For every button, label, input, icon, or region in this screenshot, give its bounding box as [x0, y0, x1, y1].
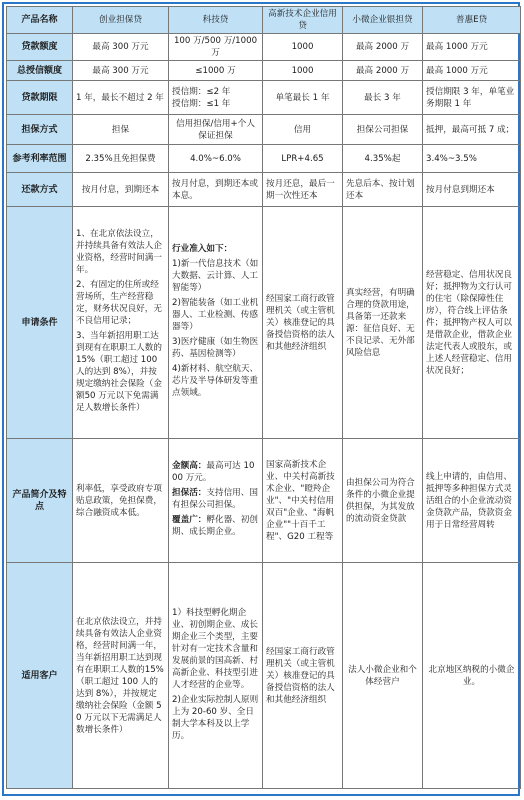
- table-cell: 在北京依法设立，并持续具备有效法人企业资格，经营时间满一年，当年新招用职工达到现有在职职工人数的15%（职工超过 100 人的达到 8%），并按规定缴纳社会保险（金额 50 万元以下无需满足人数增长条件）: [73, 563, 169, 789]
- row-label: 申请条件: [7, 207, 73, 439]
- table-cell: 抵押，最高可抵 7 成；: [423, 115, 521, 145]
- table-cell: 最长 3 年: [343, 81, 423, 115]
- table-cell: [73, 207, 169, 439]
- condition-item: 3、当年新招用职工达到现有在职职工人数的 15%（职工超过 100 人的达到 8%），并按规定缴纳社会保险（金额50 万元以下免需满足人数增长条件）: [76, 331, 162, 413]
- table-cell: 担保: [73, 115, 169, 145]
- table-cell: 由担保公司为符合条件的小微企业提供担保，为其发放的流动资金贷款: [343, 439, 423, 563]
- row-label: 适用客户: [7, 563, 73, 789]
- feature-key: 覆盖广：: [172, 515, 207, 525]
- header-product-name: 产品名称: [7, 7, 73, 34]
- table-cell: 经国家工商行政管理机关（或主管机关）核准登记的具备授信资格的法人和其他经济组织: [263, 207, 343, 439]
- table-cell: LPR+4.65: [263, 145, 343, 173]
- table-cell: 信用担保/信用+个人保证担保: [169, 115, 263, 145]
- customer-item: 2)企业实际控制人原则上为 20-60 岁、全日制大学本科及以上学历。: [172, 694, 259, 741]
- condition-item: 3)医疗健康（如生物医药、基因检测等）: [172, 337, 259, 359]
- table-cell: 国家高新技术企业、中关村高新技术企业、"瞪羚企业"、"中关村信用双百"企业、"海帆企业""十百千工程"、G20 工程等: [263, 439, 343, 563]
- table-cell: 担保公司担保: [343, 115, 423, 145]
- table-row: [7, 34, 521, 61]
- condition-item: 2、有固定的住所或经营场所，生产经营稳定，财务状况良好，无不良信用记录；: [76, 280, 162, 326]
- table-cell: 1 年，最长不超过 2 年: [73, 81, 169, 115]
- table-cell: 最高 2000 万: [343, 34, 423, 61]
- row-label: 总授信额度: [7, 61, 73, 81]
- table-cell: 先息后本、按计划还本: [343, 173, 423, 207]
- row-label: 贷款期限: [7, 81, 73, 115]
- table-row: [7, 207, 521, 439]
- feature-item: [172, 514, 259, 538]
- row-label: 还款方式: [7, 173, 73, 207]
- table-cell: 3.4%~3.5%: [423, 145, 521, 173]
- condition-title: 行业准入如下：: [172, 244, 233, 254]
- table-cell: 线上申请的，由信用、抵押等多种担保方式灵活组合的小企业流动资金贷款产品，贷款资金用于日常经营周转: [423, 439, 521, 563]
- feature-item: [172, 460, 259, 484]
- feature-key: 担保活：: [172, 488, 207, 498]
- loan-comparison-table: [6, 6, 521, 789]
- table-cell: 按月还息，最后一期一次性还本: [263, 173, 343, 207]
- condition-item: 4)新材料、航空航天、芯片及半导体研发等重点领域。: [172, 364, 259, 398]
- table-cell: 最高 300 万元: [73, 34, 169, 61]
- feature-key: 金额高：: [172, 461, 207, 471]
- header-startup-loan: 创业担保贷: [73, 7, 169, 34]
- term-line: 授信期：≤1 年: [172, 98, 231, 109]
- row-label: 产品简介及特点: [7, 439, 73, 563]
- table-cell: 法人小微企业和个体经营户: [343, 563, 423, 789]
- table-cell: 经国家工商行政管理机关（或主管机关）核准登记的具备授信资格的法人和其他经济组织: [263, 563, 343, 789]
- feature-text: 支持信用、国有担保公司担保。: [172, 488, 258, 510]
- table-cell: 按月付息，到期还本: [73, 173, 169, 207]
- term-line: 授信期：≤2 年: [172, 86, 231, 97]
- table-cell: 授信期限 3 年，单笔业务期限 1 年: [423, 81, 521, 115]
- table-cell: 最高 1000 万元: [423, 34, 521, 61]
- table-cell: 北京地区纳税的小微企业。: [423, 563, 521, 789]
- header-puhui-loan: 普惠E贷: [423, 7, 521, 34]
- condition-item: 2)智能装备（如工业机器人、工业检测、传感器等）: [172, 298, 259, 332]
- table-frame: [2, 2, 520, 796]
- table-cell: 4.0%~6.0%: [169, 145, 263, 173]
- table-cell: [169, 563, 263, 789]
- table-cell: 1000: [263, 61, 343, 81]
- row-label: 贷款额度: [7, 34, 73, 61]
- header-smb-loan: 小微企业银担贷: [343, 7, 423, 34]
- table-cell: [169, 81, 263, 115]
- table-cell: [169, 439, 263, 563]
- header-tech-loan: 科技贷: [169, 7, 263, 34]
- table-cell: 最高 1000 万元: [423, 61, 521, 81]
- row-label: 担保方式: [7, 115, 73, 145]
- table-cell: 4.35%起: [343, 145, 423, 173]
- table-cell: 经营稳定、信用状况良好；抵押物为文行认可的住宅（除保障性住房），符合线上评估条件；抵押物产权人可以是借款企业，借款企业法定代表人或股东，或上述人经营稳定、信用状况良好；: [423, 207, 521, 439]
- table-cell: 2.35%且免担保费: [73, 145, 169, 173]
- table-cell: ≤1000 万: [169, 61, 263, 81]
- feature-text: 孵化器、初创期、成长期企业。: [172, 515, 258, 537]
- table-cell: 最高 2000 万: [343, 61, 423, 81]
- table-row: [7, 439, 521, 563]
- table-cell: 100 万/500 万/1000 万: [169, 34, 263, 61]
- table-cell: 信用: [263, 115, 343, 145]
- table-cell: 按月付息到期还本: [423, 173, 521, 207]
- table-cell: 真实经营，有明确合理的贷款用途，具备第一还款来源：征信良好、无不良记录、无外部风险信息: [343, 207, 423, 439]
- table-row: [7, 563, 521, 789]
- table-row: [7, 173, 521, 207]
- table-cell: 利率低，享受政府专项贴息政策，免担保费，综合融资成本低。: [73, 439, 169, 563]
- condition-item: 1)新一代信息技术（如大数据、云计算、人工智能等）: [172, 259, 259, 293]
- condition-item: 1、在北京依法设立，并持续具备有效法人企业资格，经营时间满一年。: [76, 229, 162, 275]
- row-label: 参考利率范围: [7, 145, 73, 173]
- table-row: [7, 145, 521, 173]
- header-hightech-loan: 高新技术企业信用贷: [263, 7, 343, 34]
- table-cell: 按月付息，到期还本或本息。: [169, 173, 263, 207]
- feature-text: 最高可达 1000 万元。: [172, 461, 255, 483]
- table-cell: [169, 207, 263, 439]
- table-row: [7, 61, 521, 81]
- feature-item: [172, 487, 259, 511]
- customer-item: 1）科技型孵化期企业、初创期企业、成长期企业三个类型，主要针对有一定技术含量和发展前景的国高新、村高新企业、科技型引进人才经营的企业等。: [172, 607, 258, 690]
- table-cell: 最高 300 万元: [73, 61, 169, 81]
- table-cell: 单笔最长 1 年: [263, 81, 343, 115]
- header-row: [7, 7, 521, 34]
- table-row: [7, 81, 521, 115]
- table-cell: 1000: [263, 34, 343, 61]
- table-row: [7, 115, 521, 145]
